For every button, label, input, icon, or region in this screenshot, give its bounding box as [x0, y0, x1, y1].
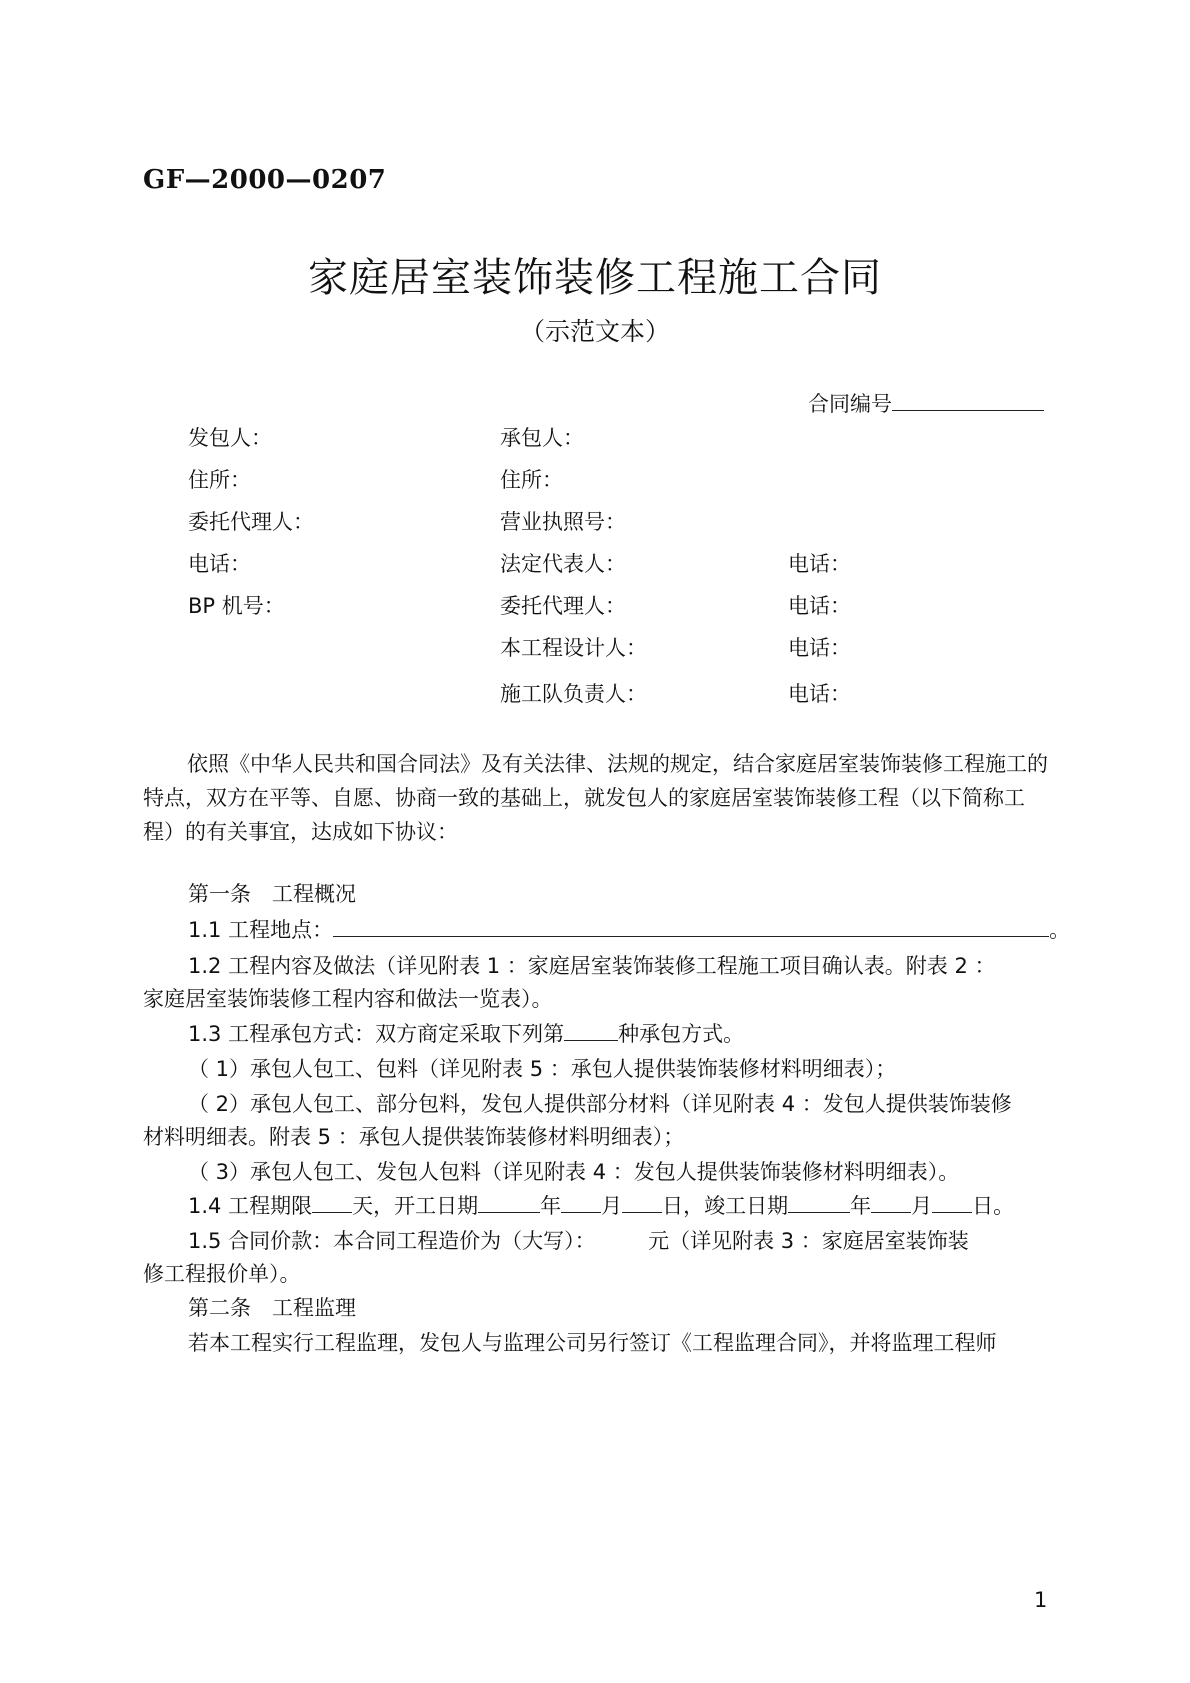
party-left-3: 电话：: [188, 552, 251, 576]
party-right-1: 电话：: [788, 594, 851, 618]
contract-number-blank: [892, 390, 1044, 411]
section-1-1-label: 1.1 工程地点：: [188, 918, 334, 942]
contract-number: [808, 388, 1044, 418]
party-mid-5: 本工程设计人：: [500, 636, 647, 660]
end-year-blank: [788, 1192, 850, 1213]
start-year-blank: [478, 1192, 540, 1213]
section-1-5-line2: 修工程报价单）。: [143, 1262, 301, 1286]
start-day-blank: [622, 1192, 662, 1213]
start-date-label: 天，开工日期: [352, 1194, 479, 1218]
start-month-unit: 月: [601, 1194, 623, 1218]
party-left-0: 发包人：: [188, 426, 272, 450]
section-1-1-end: 。: [1049, 918, 1071, 942]
start-year-unit: 年: [540, 1194, 562, 1218]
section-1-3-text-b: 种承包方式。: [618, 1022, 745, 1046]
article-1-heading: 第一条 工程概况: [188, 882, 356, 906]
section-1-3: [188, 1018, 1108, 1048]
article-2-text: 若本工程实行工程监理，发包人与监理公司另行签订《工程监理合同》，并将监理工程师: [188, 1331, 997, 1355]
party-left-1: 住所：: [188, 468, 251, 492]
party-right-0: 电话：: [788, 552, 851, 576]
option-2-line1: （ 2）承包人包工、部分包料，发包人提供部分材料（详见附表 4 ：发包人提供装饰装修: [188, 1092, 1012, 1116]
start-month-blank: [561, 1192, 601, 1213]
party-mid-0: 承包人：: [500, 426, 584, 450]
section-1-2-line1: 1.2 工程内容及做法（详见附表 1 ：家庭居室装饰装修工程施工项目确认表。附表 2 ：: [188, 954, 996, 978]
section-1-5-line1: 1.5 合同价款：本合同工程造价为（大写）： 元（详见附表 3 ：家庭居室装饰装: [188, 1229, 969, 1253]
end-date-label: 日，竣工日期: [662, 1194, 789, 1218]
option-2-line2: 材料明细表。附表 5 ：承包人提供装饰装修材料明细表）；: [143, 1125, 685, 1149]
section-1-4-label: 1.4 工程期限: [188, 1194, 313, 1218]
party-right-2: 电话：: [788, 636, 851, 660]
document-subtitle: （示范文本）: [519, 317, 670, 346]
document-title: 家庭居室装饰装修工程施工合同: [308, 255, 882, 301]
method-blank: [564, 1020, 618, 1041]
page-number: 1: [1034, 1588, 1048, 1612]
section-1-2-line2: 家庭居室装饰装修工程内容和做法一览表）。: [143, 987, 553, 1011]
end-year-unit: 年: [850, 1194, 872, 1218]
intro-paragraph: 依照《中华人民共和国合同法》及有关法律、法规的规定，结合家庭居室装饰装修工程施工的特点，双方在平等、自愿、协商一致的基础上，就发包人的家庭居室装饰装修工程（以下简称工程）的有关事宜，达成如下协议：: [143, 752, 1048, 844]
document-code: GF—2000—0207: [143, 165, 387, 195]
party-left-2: 委托代理人：: [188, 510, 314, 534]
section-1-4: [188, 1190, 1108, 1220]
option-1: （ 1）承包人包工、包料（详见附表 5 ：承包人提供装饰装修材料明细表）；: [188, 1057, 897, 1081]
section-1-3-text-a: 1.3 工程承包方式：双方商定采取下列第: [188, 1022, 565, 1046]
party-mid-6: 施工队负责人：: [500, 682, 647, 706]
party-mid-2: 营业执照号：: [500, 510, 626, 534]
location-blank: [333, 916, 1049, 937]
end-month-blank: [871, 1192, 911, 1213]
end-day-unit: 日。: [972, 1194, 1015, 1218]
days-blank: [312, 1192, 352, 1213]
end-day-blank: [932, 1192, 972, 1213]
party-mid-3: 法定代表人：: [500, 552, 626, 576]
contract-number-label: 合同编号: [808, 392, 892, 416]
section-1-1: [188, 914, 1108, 944]
party-mid-1: 住所：: [500, 468, 563, 492]
party-left-4: BP 机号：: [188, 594, 285, 618]
party-mid-4: 委托代理人：: [500, 594, 626, 618]
party-right-3: 电话：: [788, 682, 851, 706]
option-3: （ 3）承包人包工、发包人包料（详见附表 4 ：发包人提供装饰装修材料明细表）。: [188, 1160, 960, 1184]
end-month-unit: 月: [911, 1194, 933, 1218]
article-2-heading: 第二条 工程监理: [188, 1296, 356, 1320]
